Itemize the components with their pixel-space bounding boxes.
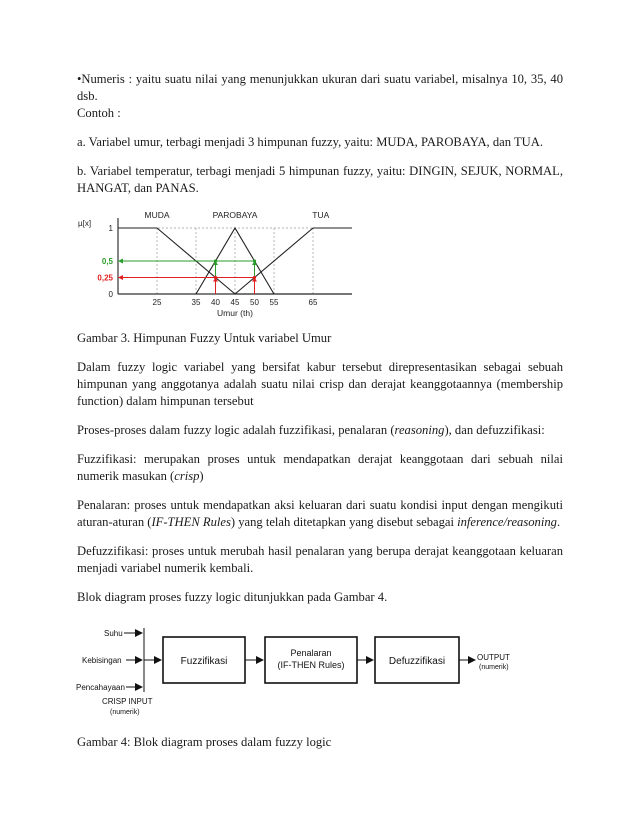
penalaran-line-2	[77, 514, 563, 531]
dalam-line-1: Dalam fuzzy logic variabel yang bersifat kabur tersebut direpresentasikan sebagai sebuah	[77, 360, 563, 374]
fuzzifikasi-line-2-em: crisp	[174, 469, 200, 483]
numeris-paragraph	[77, 71, 563, 105]
level-arrow-0	[118, 259, 123, 264]
proses-text-post: ), dan defuzzifikasi:	[444, 423, 545, 437]
series-label-parobaya: PAROBAYA	[212, 210, 258, 220]
x-tick-label-40: 40	[211, 298, 220, 307]
proses-text-pre: Proses-proses dalam fuzzy logic adalah fuzzifikasi, penalaran (	[77, 423, 395, 437]
penalaran-block-label: Penalaran	[290, 648, 332, 658]
x-tick-label-45: 45	[230, 298, 240, 307]
level-arrow-1	[118, 275, 123, 280]
dalam-paragraph	[77, 359, 563, 410]
fuzzifikasi-line-2	[77, 468, 563, 485]
annotation-point-3	[253, 276, 256, 279]
figure-3-caption: Gambar 3. Himpunan Fuzzy Untuk variabel Umur	[77, 331, 332, 345]
penalaran-block-sublabel: (IF-THEN Rules)	[277, 660, 345, 670]
dalam-line-2: himpunan yang anggotanya adalah suatu nilai crisp dan derajat keanggotaannya (membership	[77, 377, 563, 391]
y-tick-label-0-5: 0,5	[101, 257, 113, 266]
y-axis-label: µ[x]	[78, 219, 92, 228]
input-suhu-label: Suhu	[104, 629, 123, 638]
penalaran-line-2-post: .	[556, 515, 561, 529]
penalaran-line-2-pre: aturan-aturan (	[77, 515, 152, 529]
example-a: a. Variabel umur, terbagi menjadi 3 himpunan fuzzy, yaitu: MUDA, PAROBAYA, dan TUA.	[77, 135, 543, 149]
penalaran-line-1: Penalaran: proses untuk mendapatkan aksi keluaran dari suatu kondisi input dengan mengikuti	[77, 498, 563, 512]
penalaran-paragraph	[77, 497, 563, 531]
block-diagram	[76, 624, 526, 724]
y-tick-label-0-25: 0,25	[97, 273, 113, 283]
proses-text-em: reasoning	[394, 423, 445, 437]
input-pencahayaan-label: Pencahayaan	[76, 683, 125, 692]
fuzzifikasi-line-2-pre: numerik masukan (	[77, 469, 175, 483]
output-sublabel: (numerik)	[479, 664, 509, 671]
input-kebisingan-label: Kebisingan	[82, 656, 122, 665]
fuzzifikasi-line-1: Fuzzifikasi: merupakan proses untuk mendapatkan derajat keanggotaan dari sebuah nilai	[77, 452, 563, 466]
crisp-input-sublabel: (numerik)	[110, 709, 140, 716]
x-axis-label: Umur (th)	[217, 308, 253, 318]
contoh-label: Contoh :	[77, 106, 121, 120]
x-tick-label-65: 65	[308, 298, 318, 307]
y-tick-label-1: 1	[108, 224, 113, 233]
numeris-line-2: dsb.	[77, 89, 98, 103]
series-label-muda: MUDA	[144, 210, 170, 220]
penalaran-line-2-em2: inference/reasoning	[457, 515, 557, 529]
penalaran-line-2-mid: ) yang telah ditetapkan yang disebut sebagai	[230, 515, 458, 529]
example-b-line-1: b. Variabel temperatur, terbagi menjadi 5 himpunan fuzzy, yaitu: DINGIN, SEJUK, NORMAL,	[77, 164, 563, 178]
proses-paragraph	[77, 422, 545, 439]
penalaran-line-2-em1: IF-THEN Rules	[151, 515, 231, 529]
annotation-point-1	[253, 259, 256, 262]
numeris-line-1: •Numeris : yaitu suatu nilai yang menunjukkan ukuran dari suatu variabel, misalnya 10, 35, 40	[77, 72, 563, 86]
fuzzifikasi-block-label: Fuzzifikasi	[180, 656, 228, 667]
figure-4-caption: Gambar 4: Blok diagram proses dalam fuzzy logic	[77, 735, 332, 749]
y-tick-label-0: 0	[108, 290, 113, 299]
defuzzifikasi-paragraph	[77, 543, 563, 577]
defuzzifikasi-line-2: menjadi variabel numerik kembali.	[77, 561, 254, 575]
x-tick-label-55: 55	[269, 298, 279, 307]
output-label: OUTPUT	[477, 653, 510, 662]
example-b	[77, 163, 563, 197]
fuzzy-membership-chart	[76, 204, 356, 322]
example-b-line-2: HANGAT, dan PANAS.	[77, 181, 199, 195]
blok-paragraph: Blok diagram proses fuzzy logic ditunjukkan pada Gambar 4.	[77, 590, 388, 604]
x-tick-label-50: 50	[250, 298, 259, 307]
fuzzifikasi-paragraph	[77, 451, 563, 485]
series-label-tua: TUA	[312, 210, 330, 220]
fuzzifikasi-line-2-post: )	[199, 469, 204, 483]
dalam-line-3: function) dalam himpunan tersebut	[77, 394, 254, 408]
x-tick-label-25: 25	[152, 298, 162, 307]
x-tick-label-35: 35	[191, 298, 201, 307]
defuzzifikasi-line-1: Defuzzifikasi: proses untuk merubah hasil penalaran yang berupa derajat keanggotaan keluaran	[77, 544, 563, 558]
crisp-input-label: CRISP INPUT	[102, 697, 153, 706]
defuzzifikasi-block-label: Defuzzifikasi	[388, 656, 446, 667]
